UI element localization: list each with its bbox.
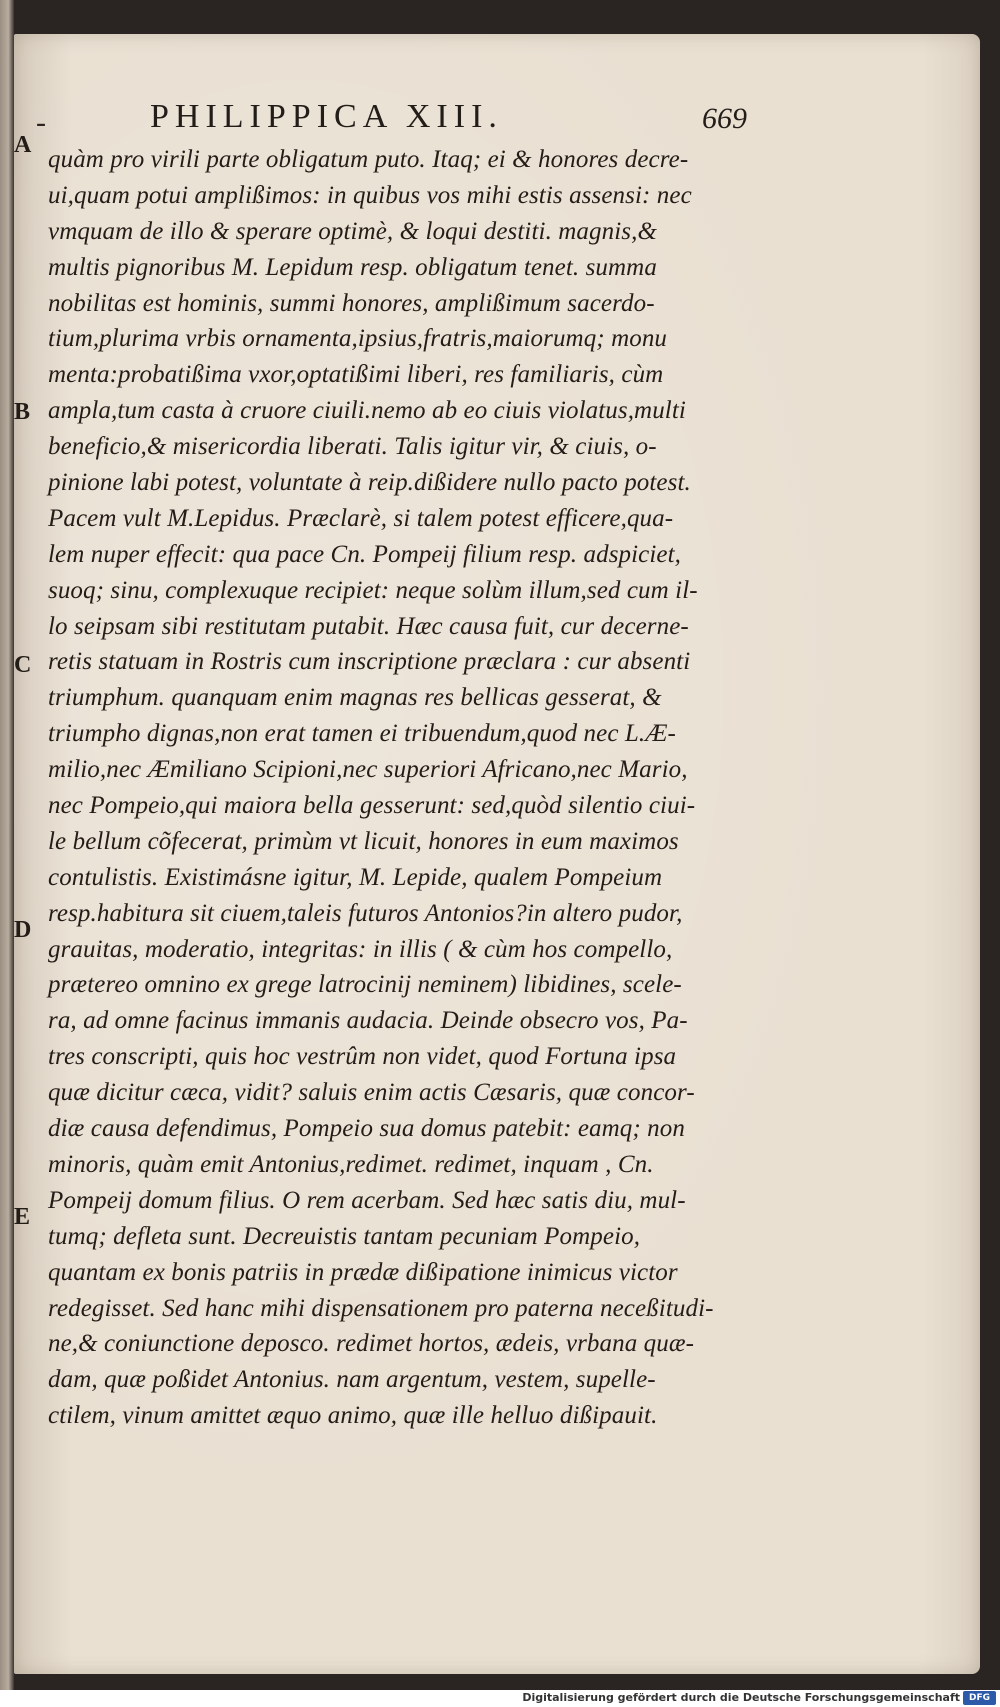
text-line: le bellum cõfecerat, primùm vt licuit, honores in eum maximos (48, 827, 679, 855)
text-line: dam, quæ poßidet Antonius. nam argentum, vestem, supelle- (48, 1366, 656, 1394)
text-line: triumphum. quanquam enim magnas res bellicas gesserat, & (48, 684, 662, 712)
text-line: nec Pompeio,qui maiora bella gesserunt: sed,quòd silentio ciui- (48, 792, 696, 820)
text-line: ampla,tum casta à cruore ciuili.nemo ab eo ciuis violatus,multi (48, 397, 686, 425)
text-line: Pompeij domum filius. O rem acerbam. Sed hæc satis diu, mul- (48, 1186, 686, 1214)
page-number: 669 (702, 102, 747, 135)
margin-marker-b: B (14, 399, 31, 425)
text-line: vmquam de illo & sperare optimè, & loqui destiti. magnis,& (48, 217, 657, 245)
dfg-logo: DFG (963, 1691, 996, 1705)
text-line: ra, ad omne facinus immanis audacia. Deinde obsecro vos, Pa- (48, 1007, 688, 1035)
margin-marker-d: D (14, 917, 32, 943)
text-line: grauitas, moderatio, integritas: in illis ( & cùm hos compello, (48, 935, 673, 963)
body-text (48, 142, 748, 1434)
text-line: suoq; sinu, complexuque recipiet: neque solùm illum,sed cum il- (48, 576, 698, 604)
text-line: contulistis. Existimásne igitur, M. Lepide, qualem Pompeium (48, 863, 663, 891)
text-line: triumpho dignas,non erat tamen ei tribuendum,quod nec L.Æ- (48, 720, 676, 748)
text-line: ne,& coniunctione deposco. redimet hortos, ædeis, vrbana quæ- (48, 1330, 695, 1358)
text-line: prætereo omnino ex grege latrocinij neminem) libidines, scele- (48, 971, 682, 999)
text-line: tres conscripti, quis hoc vestrûm non videt, quod Fortuna ipsa (48, 1043, 677, 1071)
text-line: lo seipsam sibi restitutam putabit. Hæc causa fuit, cur decerne- (48, 612, 689, 640)
header-mark: - (36, 106, 46, 139)
page-header (14, 96, 980, 146)
running-head: PHILIPPICA XIII. (150, 98, 503, 135)
text-line: tium,plurima vrbis ornamenta,ipsius,fratris,maiorumq; monu (48, 325, 668, 353)
text-line: Pacem vult M.Lepidus. Præclarè, si talem potest efficere,qua- (48, 504, 674, 532)
footer-credit: Digitalisierung gefördert durch die Deutsche Forschungsgemeinschaft (522, 1691, 960, 1704)
page-left-edge (0, 0, 14, 1690)
text-line: quæ dicitur cæca, vidit? saluis enim actis Cæsaris, quæ concor- (48, 1079, 695, 1107)
margin-marker-a: A (14, 132, 32, 158)
text-line: quàm pro virili parte obligatum puto. Itaq; ei & honores decre- (48, 146, 689, 173)
text-line: ctilem, vinum amittet æquo animo, quæ ille helluo dißipauit. (48, 1402, 658, 1430)
text-line: pinione labi potest, voluntate à reip.dißidere nullo pacto potest. (48, 469, 691, 497)
footer-bar (0, 1690, 1000, 1707)
text-line: quantam ex bonis patriis in prædæ dißipatione inimicus victor (48, 1258, 678, 1286)
text-line: menta:probatißima vxor,optatißimi liberi, res familiaris, cùm (48, 361, 664, 389)
text-line: milio,nec Æmiliano Scipioni,nec superiori Africano,nec Mario, (48, 756, 688, 784)
margin-marker-c: C (14, 652, 32, 678)
margin-marker-e: E (14, 1204, 31, 1230)
text-line: redegisset. Sed hanc mihi dispensationem pro paterna neceßitudi- (48, 1294, 714, 1322)
text-line: ui,quam potui amplißimos: in quibus vos mihi estis assensi: nec (48, 181, 692, 209)
text-line: beneficio,& misericordia liberati. Talis igitur vir, & ciuis, o- (48, 433, 657, 461)
text-line: resp.habitura sit ciuem,taleis futuros Antonios?in altero pudor, (48, 899, 683, 927)
text-line: tumq; defleta sunt. Decreuistis tantam pecuniam Pompeio, (48, 1222, 641, 1250)
text-line: nobilitas est hominis, summi honores, amplißimum sacerdo- (48, 289, 655, 317)
text-line: minoris, quàm emit Antonius,redimet. redimet, inquam , Cn. (48, 1150, 654, 1178)
text-line: lem nuper effecit: qua pace Cn. Pompeij filium resp. adspiciet, (48, 540, 682, 568)
text-line: retis statuam in Rostris cum inscriptione præclara : cur absenti (48, 648, 691, 676)
book-page (14, 34, 980, 1674)
text-line: multis pignoribus M. Lepidum resp. obligatum tenet. summa (48, 253, 657, 281)
text-line: diæ causa defendimus, Pompeio sua domus patebit: eamq; non (48, 1115, 685, 1143)
